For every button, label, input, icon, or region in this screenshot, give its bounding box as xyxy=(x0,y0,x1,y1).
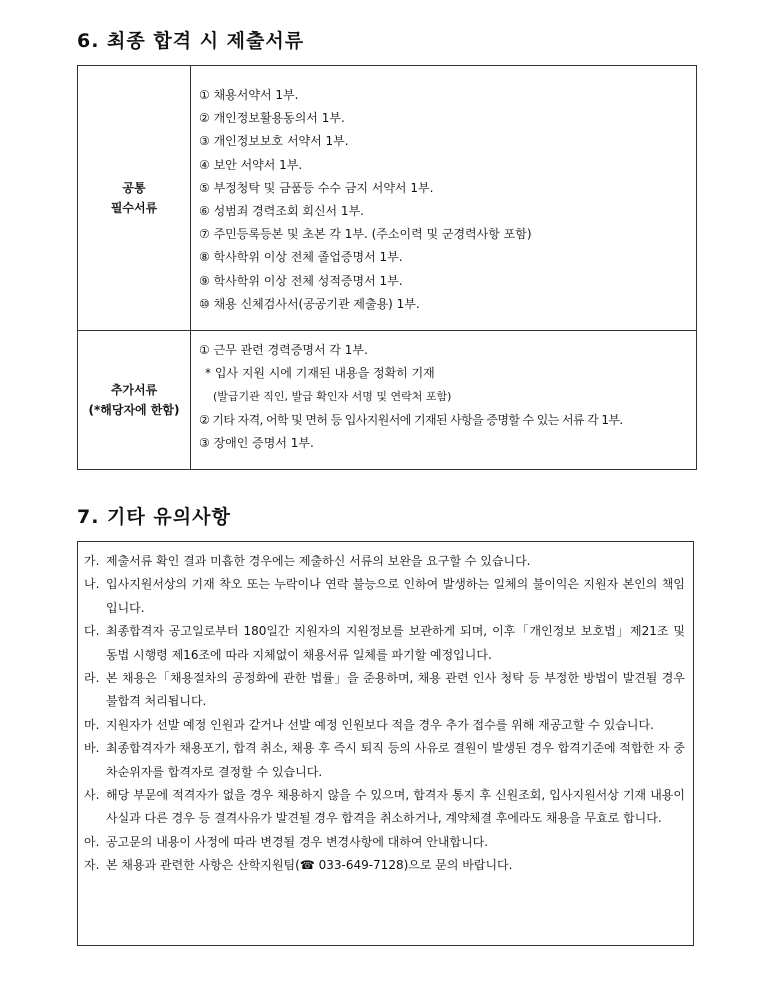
note-text: 본 채용과 관련한 사항은 산학지원팀(☎ 033-649-7128)으로 문의 바랍니다. xyxy=(106,858,513,873)
list-item: ④ 보안 서약서 1부. xyxy=(199,157,303,172)
common-documents-row xyxy=(78,66,697,331)
list-item-note-detail: (발급기관 직인, 발급 확인자 서명 및 연락처 포함) xyxy=(213,390,452,404)
note-marker: 바. xyxy=(84,741,100,756)
note-item xyxy=(84,573,693,620)
note-marker: 다. xyxy=(84,624,100,639)
note-text: 본 채용은「채용절차의 공정화에 관한 법률」을 준용하며, 채용 관련 인사 청탁 등 부정한 방법이 발견될 경우 불합격 처리됩니다. xyxy=(106,671,685,709)
note-item xyxy=(84,714,693,737)
list-item: ③ 개인정보보호 서약서 1부. xyxy=(199,134,349,149)
list-item: ⑨ 학사학위 이상 전체 성적증명서 1부. xyxy=(199,273,403,288)
list-item: ⑩ 채용 신체검사서(공공기관 제출용) 1부. xyxy=(199,296,420,311)
additional-documents-row xyxy=(78,331,697,470)
list-item: ⑦ 주민등록등본 및 초본 각 1부. (주소이력 및 군경력사항 포함) xyxy=(199,227,532,242)
section-7-title: 7. 기타 유의사항 xyxy=(77,506,231,528)
documents-table xyxy=(77,65,697,470)
note-text: 최종합격자 공고일로부터 180일간 지원자의 지원정보를 보관하게 되며, 이후「개인정보 보호법」제21조 및 동법 시행령 제16조에 따라 지체없이 채용서류 일체를 파기할 예정입니다. xyxy=(106,624,685,662)
label-line: 추가서류 xyxy=(110,383,158,398)
common-documents-label xyxy=(78,66,191,331)
list-item: ⑥ 성범죄 경력조회 회신서 1부. xyxy=(199,204,364,219)
list-item: ② 기타 자격, 어학 및 면허 등 입사지원서에 기재된 사항을 증명할 수 있는 서류 각 1부. xyxy=(199,412,623,427)
note-text: 해당 부문에 적격자가 없을 경우 채용하지 않을 수 있으며, 합격자 통지 후 신원조회, 입사지원서상 기재 내용이 사실과 다른 경우 등 결격사유가 발견될 경우 합격을 취소하거나, 계약체결 후에라도 채용을 무효로 합니다. xyxy=(106,788,685,826)
common-documents-list xyxy=(191,66,697,331)
note-item xyxy=(84,831,693,854)
additional-documents-label xyxy=(78,331,191,470)
note-marker: 자. xyxy=(84,858,100,873)
section-6-title: 6. 최종 합격 시 제출서류 xyxy=(77,30,305,52)
additional-documents-list xyxy=(191,331,697,470)
label-line: 공통 xyxy=(122,181,146,196)
note-text: 입사지원서상의 기재 착오 또는 누락이나 연락 불능으로 인하여 발생하는 일체의 불이익은 지원자 본인의 책임입니다. xyxy=(106,577,685,615)
note-text: 지원자가 선발 예정 인원과 같거나 선발 예정 인원보다 적을 경우 추가 접수를 위해 재공고할 수 있습니다. xyxy=(106,717,654,732)
note-text: 최종합격자가 채용포기, 합격 취소, 채용 후 즉시 퇴직 등의 사유로 결원이 발생된 경우 합격기준에 적합한 자 중 차순위자를 합격자로 결정할 수 있습니다. xyxy=(106,741,685,779)
list-item: ③ 장애인 증명서 1부. xyxy=(199,435,314,450)
note-item xyxy=(84,667,693,714)
list-item: ⑧ 학사학위 이상 전체 졸업증명서 1부. xyxy=(199,250,403,265)
note-item xyxy=(84,854,693,877)
label-line: 필수서류 xyxy=(110,201,158,216)
list-item: ① 채용서약서 1부. xyxy=(199,88,299,102)
note-item xyxy=(84,737,693,784)
list-item-note: * 입사 지원 시에 기재된 내용을 정확히 기재 xyxy=(205,366,435,381)
list-item: ① 근무 관련 경력증명서 각 1부. xyxy=(199,343,368,358)
note-marker: 사. xyxy=(84,788,100,803)
list-item: ② 개인정보활용동의서 1부. xyxy=(199,111,345,126)
note-marker: 가. xyxy=(84,554,100,568)
note-marker: 아. xyxy=(84,834,100,849)
note-marker: 나. xyxy=(84,577,100,592)
note-text: 공고문의 내용이 사정에 따라 변경될 경우 변경사항에 대하여 안내합니다. xyxy=(106,834,489,849)
note-item xyxy=(84,620,693,667)
note-item xyxy=(84,550,693,573)
note-marker: 라. xyxy=(84,671,100,686)
note-item xyxy=(84,784,693,831)
notes-box xyxy=(77,541,694,946)
list-item: ⑤ 부정청탁 및 금품등 수수 금지 서약서 1부. xyxy=(199,180,434,195)
note-marker: 마. xyxy=(84,717,100,732)
label-line: (*해당자에 한함) xyxy=(88,403,180,418)
note-text: 제출서류 확인 결과 미흡한 경우에는 제출하신 서류의 보완을 요구할 수 있습니다. xyxy=(106,554,531,568)
